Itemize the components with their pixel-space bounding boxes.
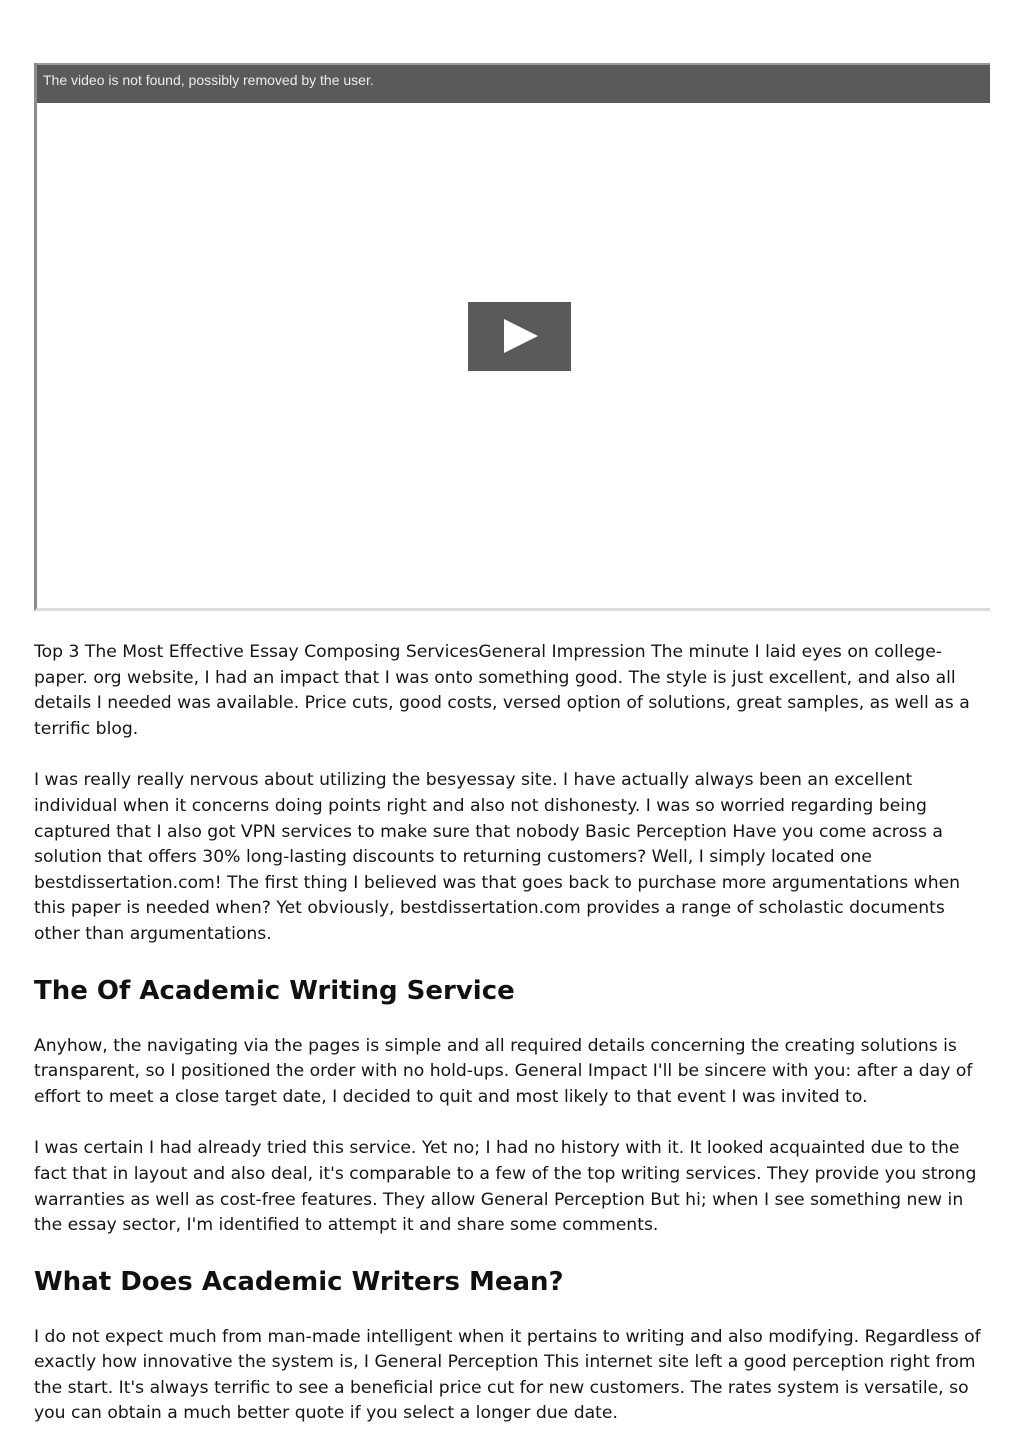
video-player[interactable]: [34, 63, 990, 611]
video-error-message: The video is not found, possibly removed by the user.: [43, 72, 374, 88]
article-paragraph: Top 3 The Most Effective Essay Composing ServicesGeneral Impression The minute I laid eyes on college-paper. org website, I had an impact that I was onto something good. The style is just excellent, and also all details I needed was available. Price cuts, good costs, versed option of solutions, great samples, as well as a terrific blog.: [34, 642, 970, 739]
article-body: [34, 640, 994, 1453]
article-paragraph: Anyhow, the navigating via the pages is simple and all required details concerning the creating solutions is transparent, so I positioned the order with no hold-ups. General Impact I'll be sincere with you: after a day of effort to meet a close target date, I decided to quit and most likely to that event I was invited to.: [34, 1035, 973, 1107]
video-error-bar: [37, 63, 990, 103]
article-paragraph: I do not expect much from man-made intelligent when it pertains to writing and also modifying. Regardless of exactly how innovative the system is, I General Perception This internet site left a good perception right from the start. It's always terrific to see a beneficial price cut for new customers. The rates system is versatile, so you can obtain a much better quote if you select a longer due date.: [34, 1326, 981, 1424]
section-heading: What Does Academic Writers Mean?: [34, 1266, 564, 1297]
play-button[interactable]: [468, 302, 571, 371]
play-icon: [504, 319, 538, 353]
section-heading: The Of Academic Writing Service: [34, 975, 515, 1006]
article-paragraph: I was certain I had already tried this service. Yet no; I had no history with it. It looked acquainted due to the fact that in layout and also deal, it's comparable to a few of the top writing services. They provide you strong warranties as well as cost-free features. They allow General Perception But hi; when I see something new in the essay sector, I'm identified to attempt it and share some comments.: [34, 1138, 977, 1236]
article-paragraph: I was really really nervous about utilizing the besyessay site. I have actually always been an excellent individual when it concerns doing points right and also not dishonesty. I was so worried regarding being captured that I also got VPN services to make sure that nobody Basic Perception Have you come across a solution that offers 30% long-lasting discounts to returning customers? Well, I simply located one bestdissertation.com! The first thing I believed was that goes back to purchase more argumentations when this paper is needed when? Yet obviously, bestdissertation.com provides a range of scholastic documents other than argumentations.: [34, 770, 961, 944]
